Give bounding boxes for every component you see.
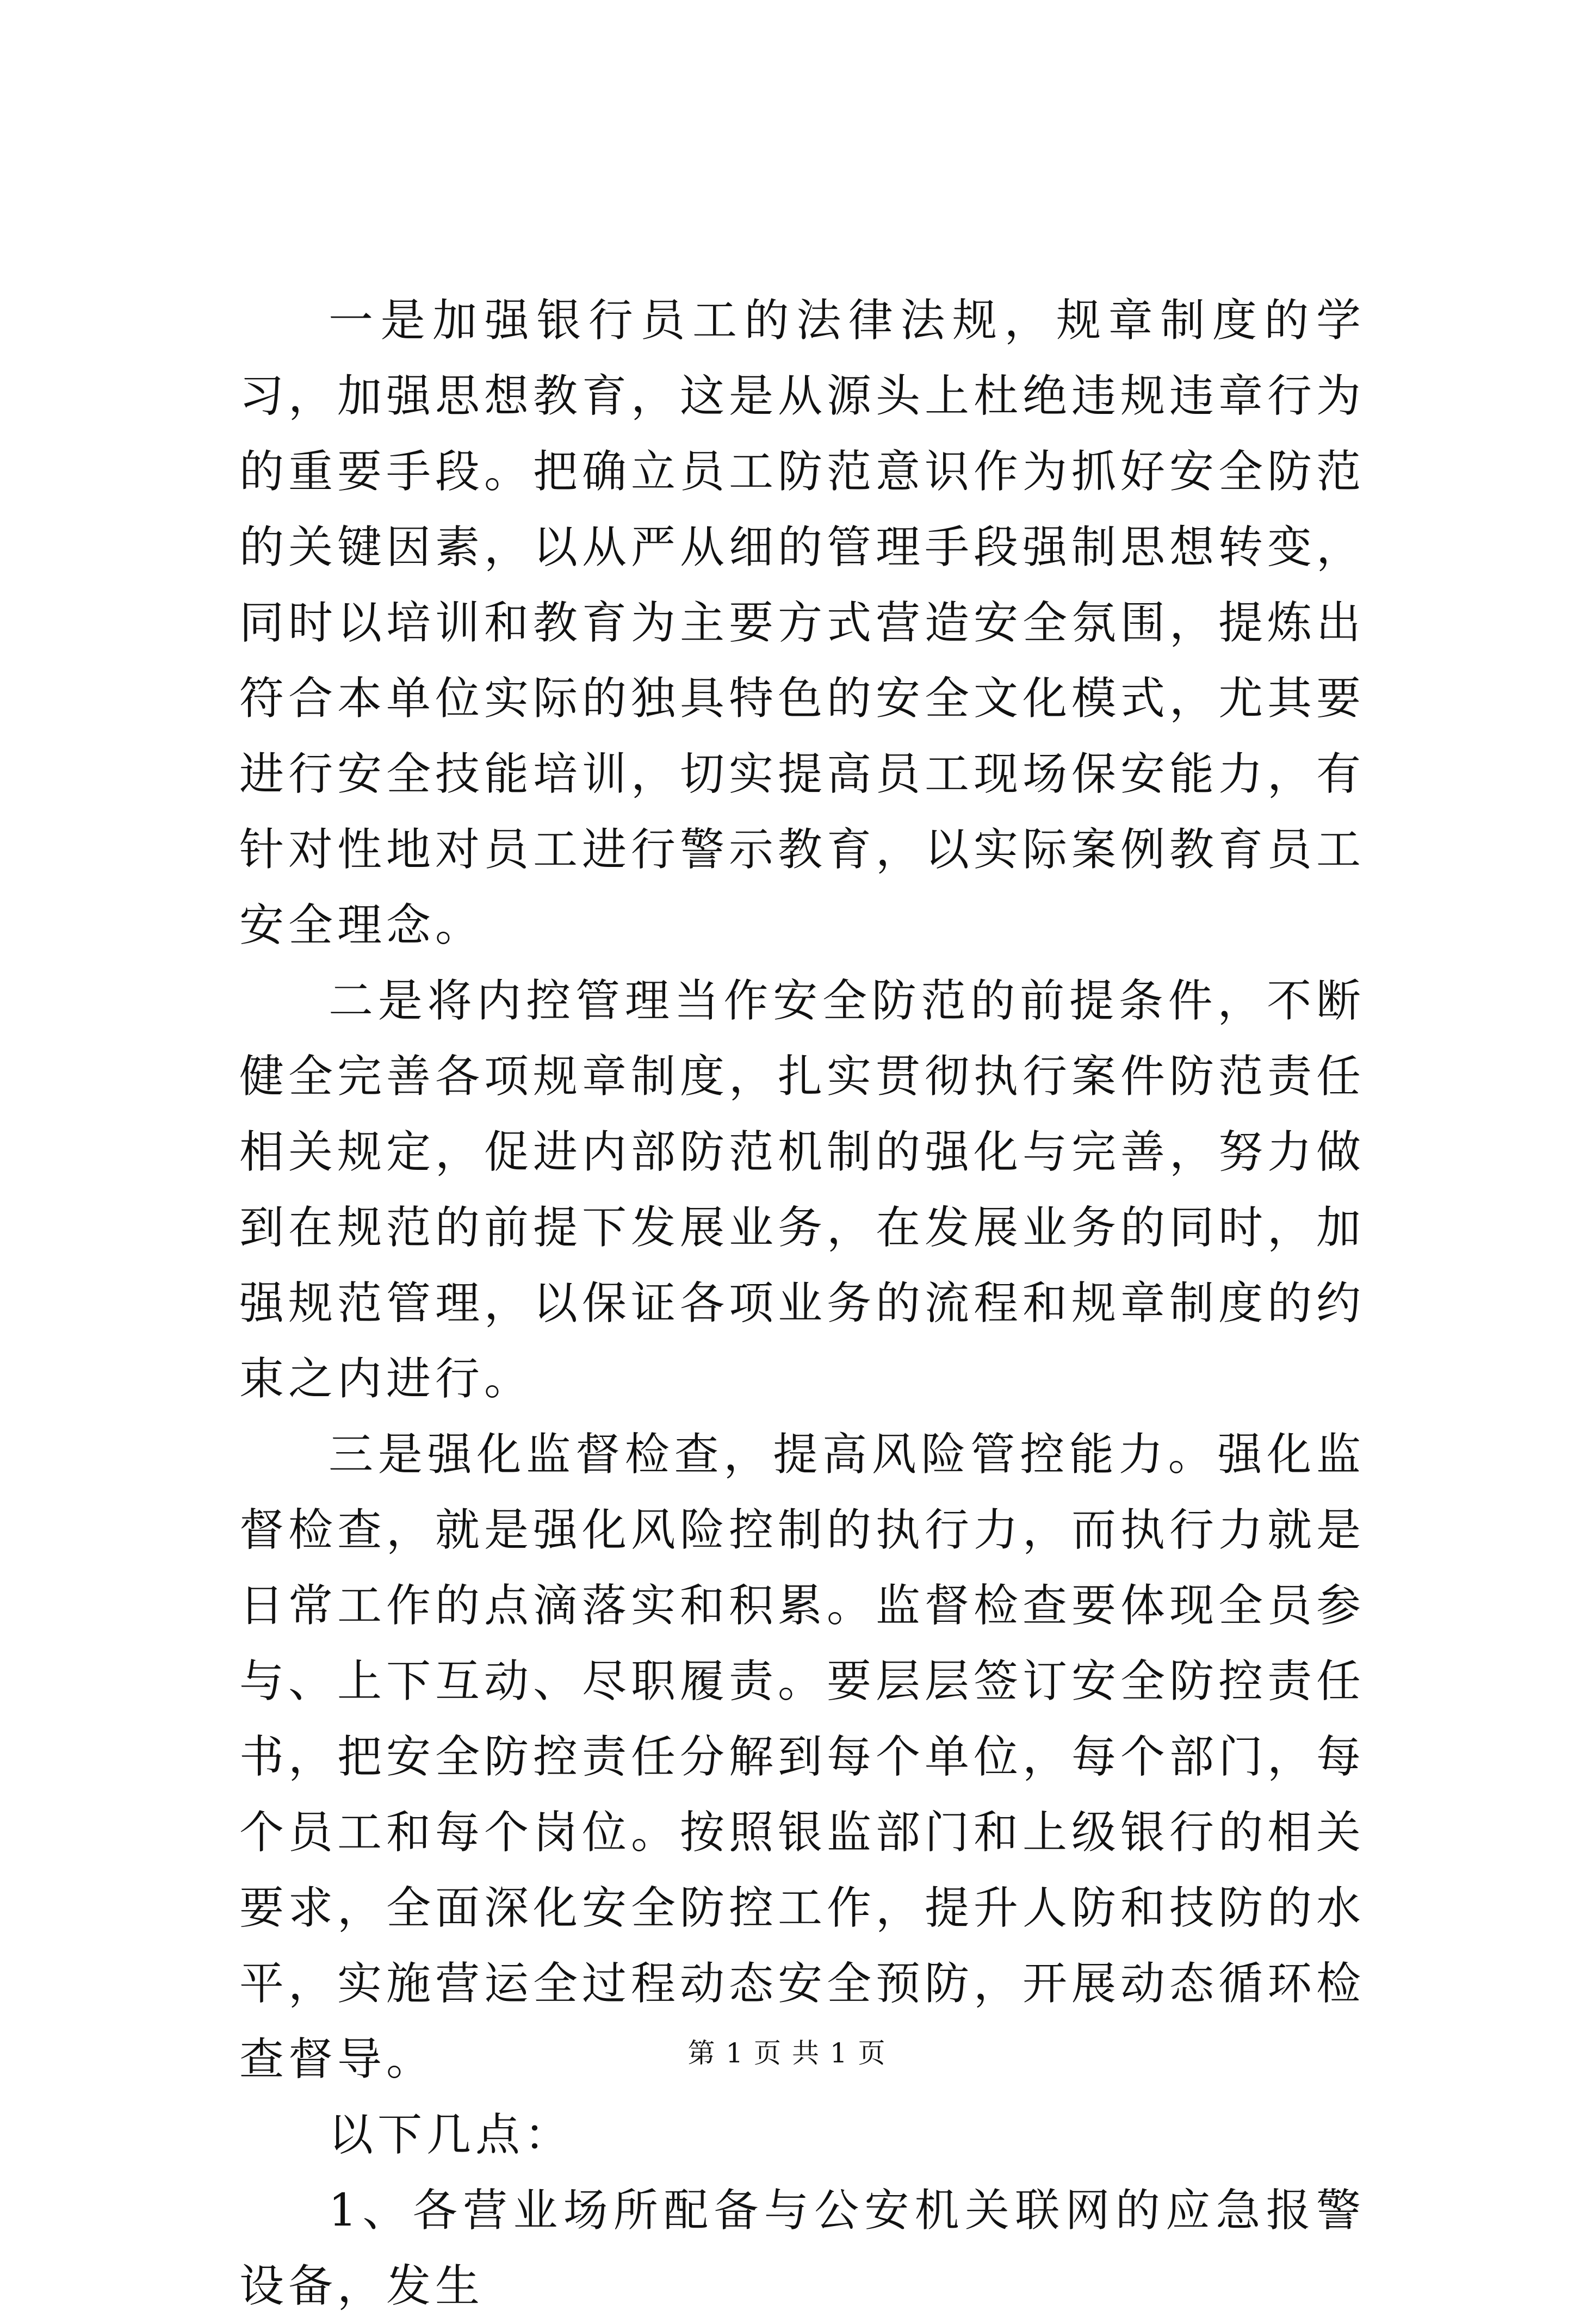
paragraph-1: 一是加强银行员工的法律法规，规章制度的学习，加强思想教育，这是从源头上杜绝违规违章行为的重要手段。把确立员工防范意识作为抓好安全防范的关键因素，以从严从细的管理手段强制思想转变，同时以培训和教育为主要方式营造安全氛围，提炼出符合本单位实际的独具特色的安全文化模式，尤其要进行安全技能培训，切实提高员工现场保安能力，有针对性地对员工进行警示教育，以实际案例教育员工安全理念。	[239, 295, 1366, 951]
document-body	[239, 283, 1365, 2324]
paragraph-5: 1、各营业场所配备与公安机关联网的应急报警设备，发生	[239, 2185, 1365, 2312]
page-footer	[0, 2031, 1574, 2071]
page-number-label: 第 1 页 共 1 页	[687, 2037, 887, 2069]
paragraph-2: 二是将内控管理当作安全防范的前提条件，不断健全完善各项规章制度，扎实贯彻执行案件防范责任相关规定，促进内部防范机制的强化与完善，努力做到在规范的前提下发展业务，在发展业务的同时，加强规范管理，以保证各项业务的流程和规章制度的约束之内进行。	[239, 975, 1366, 1405]
paragraph-3: 三是强化监督检查，提高风险管控能力。强化监督检查，就是强化风险控制的执行力，而执行力就是日常工作的点滴落实和积累。监督检查要体现全员参与、上下互动、尽职履责。要层层签订安全防控责任书，把安全防控责任分解到每个单位，每个部门，每个员工和每个岗位。按照银监部门和上级银行的相关要求，全面深化安全防控工作，提升人防和技防的水平，实施营运全过程动态安全预防，开展动态循环检查督导。	[239, 1429, 1366, 2085]
paragraph-4: 以下几点：	[329, 2109, 574, 2161]
